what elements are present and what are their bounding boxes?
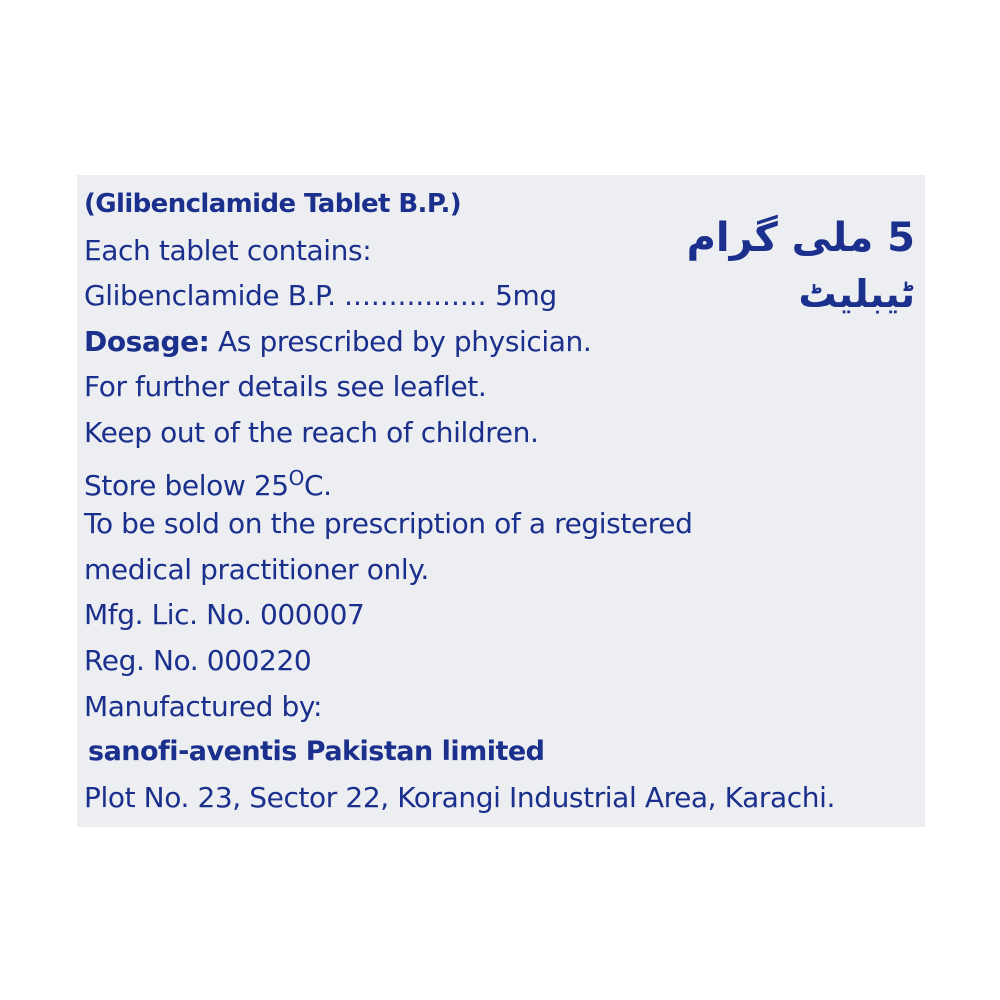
urdu-strength: 5 ملی گرام — [686, 215, 915, 261]
mfg-license-number: Mfg. Lic. No. 000007 — [84, 598, 365, 632]
dosage-label: Dosage: — [84, 324, 210, 358]
keep-out-line: Keep out of the reach of children. — [84, 415, 539, 449]
prescription-line-1: To be sold on the prescription of a registered — [84, 507, 693, 541]
prescription-line-2: medical practitioner only. — [84, 552, 429, 586]
product-title: (Glibenclamide Tablet B.P.) — [84, 189, 462, 219]
ingredient-amount: 5mg — [495, 279, 557, 313]
ingredient-dots: ................ — [344, 279, 487, 313]
company-name: sanofi-aventis Pakistan limited — [88, 736, 545, 768]
ingredient-name: Glibenclamide B.P. — [84, 279, 336, 313]
storage-prefix: Store below 25 — [84, 468, 289, 502]
label-panel — [77, 175, 925, 827]
dosage-line — [84, 319, 924, 365]
storage-degree: O — [288, 465, 304, 490]
storage-suffix: C. — [304, 468, 332, 502]
dosage-text: As prescribed by physician. — [218, 324, 592, 358]
urdu-text-block — [686, 210, 915, 322]
company-address: Plot No. 23, Sector 22, Korangi Industrial Area, Karachi. — [84, 780, 835, 814]
urdu-tablet: ٹیبلیٹ — [798, 272, 915, 316]
each-tablet-contains: Each tablet contains: — [84, 233, 372, 267]
storage-line — [84, 456, 924, 502]
registration-number: Reg. No. 000220 — [84, 643, 312, 677]
details-line: For further details see leaflet. — [84, 370, 487, 404]
manufactured-by-label: Manufactured by: — [84, 689, 323, 723]
